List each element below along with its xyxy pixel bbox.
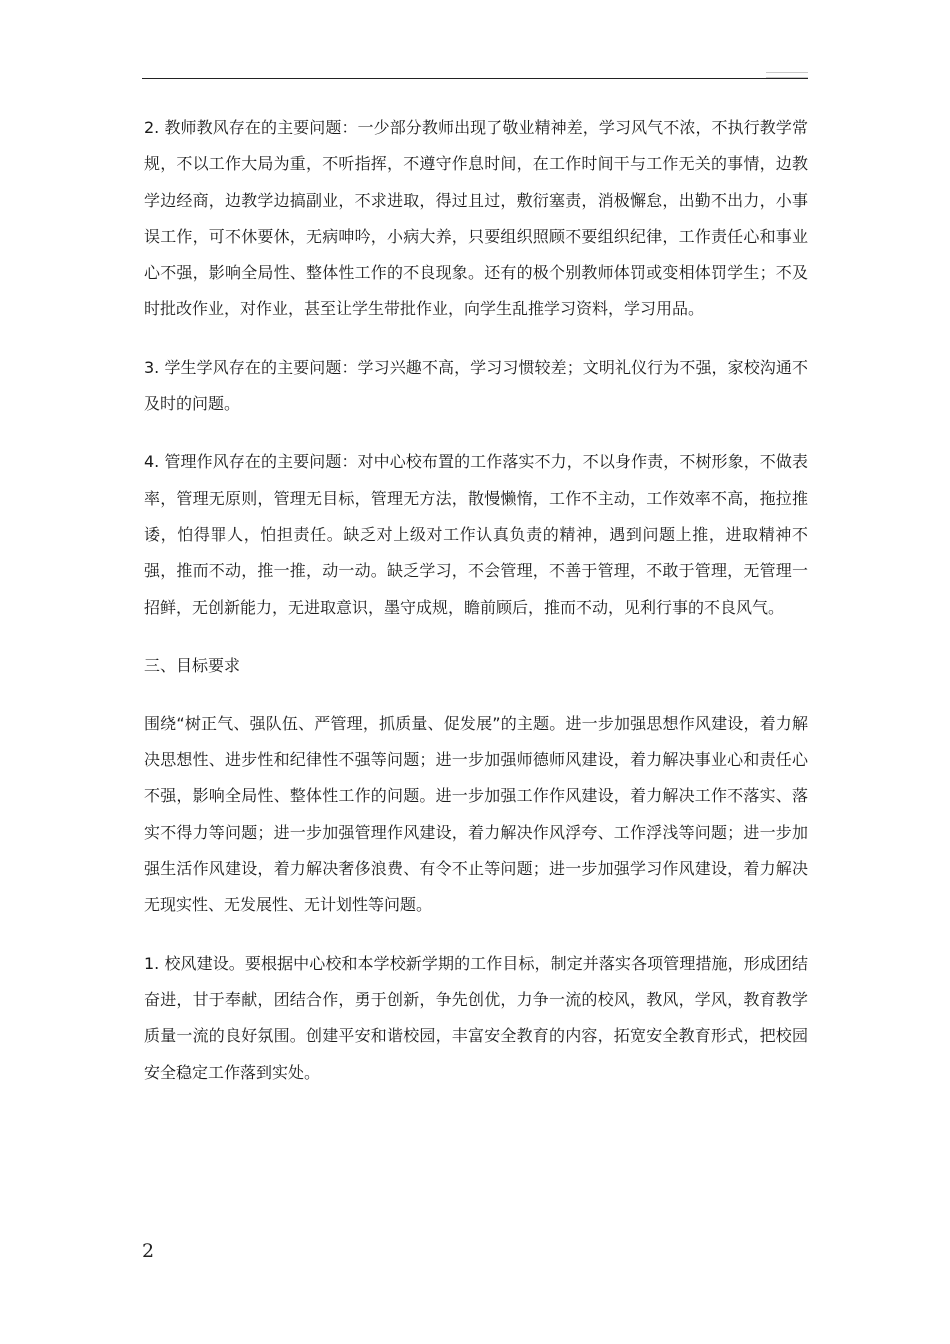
paragraph-goals-overview: 围绕“树正气、强队伍、严管理，抓质量、促发展”的主题。进一步加强思想作风建设，着力解决思想性、进步性和纪律性不强等问题；进一步加强师德师风建设，着力解决事业心和责任心不强，影响全局性、整体性工作的问题。进一步加强工作作风建设，着力解决工作不落实、落实不得力等问题；进一步加强管理作风建设，着力解决作风浮夸、工作浮浅等问题；进一步加强生活作风建设，着力解决奢侈浪费、有令不止等问题；进一步加强学习作风建设，着力解决无现实性、无发展性、无计划性等问题。 [144, 713, 808, 915]
paragraph-student-style-problems: 3. 学生学风存在的主要问题：学习兴趣不高，学习习惯较差；文明礼仪行为不强，家校沟通不及时的问题。 [144, 357, 808, 414]
paragraph-school-style-building: 1. 校风建设。要根据中心校和本学校新学期的工作目标，制定并落实各项管理措施，形成团结奋进，甘于奉献，团结合作，勇于创新，争先创优，力争一流的校风，教风，学风，教育教学质量一流的良好氛围。创建平安和谐校园，丰富安全教育的内容，拓宽安全教育形式，把校园安全稳定工作落到实处。 [144, 953, 808, 1082]
page-number: 2 [142, 1240, 155, 1262]
section-heading-goals: 三、目标要求 [144, 655, 241, 675]
paragraph-management-style-problems: 4. 管理作风存在的主要问题：对中心校布置的工作落实不力，不以身作责，不树形象，不做表率，管理无原则，管理无目标，管理无方法，散慢懒惰，工作不主动，工作效率不高，拖拉推诿，怕得罪人，怕担责任。缺乏对上级对工作认真负责的精神，遇到问题上推，进取精神不强，推而不动，推一推，动一动。缺乏学习，不会管理，不善于管理，不敢于管理，无管理一招鲜，无创新能力，无进取意识，墨守成规，瞻前顾后，推而不动，见利行事的不良风气。 [144, 452, 808, 617]
paragraph-teacher-style-problems: 2. 教师教风存在的主要问题：一少部分教师出现了敬业精神差，学习风气不浓，不执行教学常规，不以工作大局为重，不听指挥，不遵守作息时间，在工作时间干与工作无关的事情，边教学边经商，边教学边搞副业，不求进取，得过且过，敷衍塞责，消极懈怠，出勤不出力，小事误工作，可不休要休，无病呻吟，小病大养，只要组织照顾不要组织纪律，工作责任心和事业心不强，影响全局性、整体性工作的不良现象。还有的极个别教师体罚或变相体罚学生；不及时批改作业，对作业，甚至让学生带批作业，向学生乱推学习资料，学习用品。 [144, 118, 808, 319]
header-rule [142, 78, 808, 79]
header-mark [766, 72, 808, 78]
document-body [144, 110, 808, 1113]
